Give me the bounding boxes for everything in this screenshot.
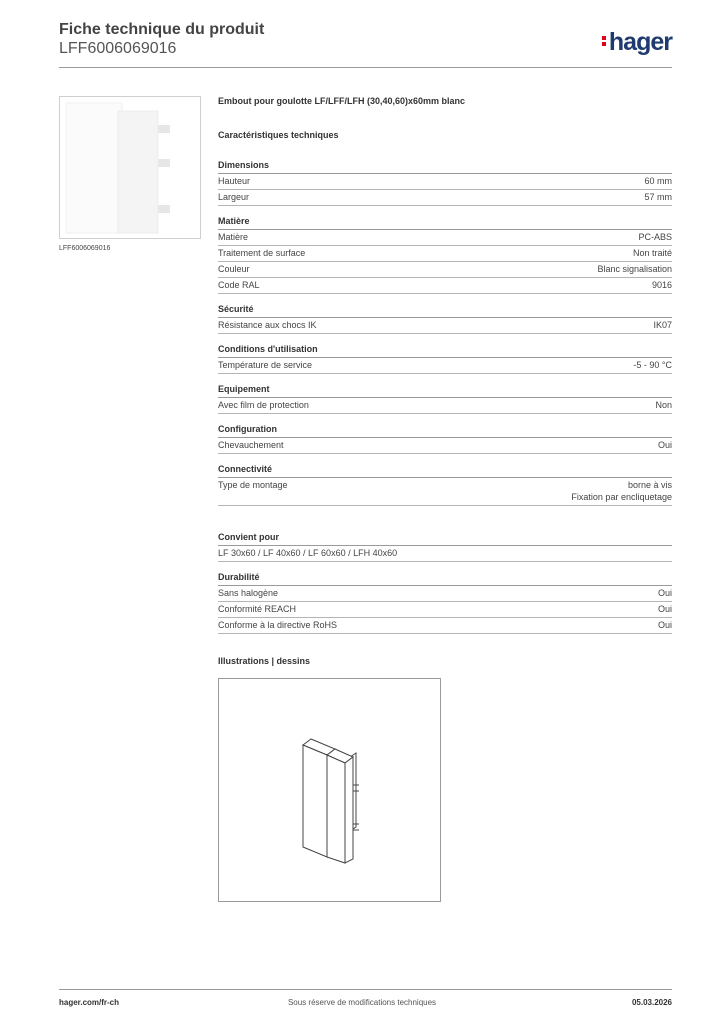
spec-label: Résistance aux chocs IK xyxy=(218,320,317,330)
spec-group-heading: Connectivité xyxy=(218,464,672,478)
product-reference: LFF6006069016 xyxy=(59,40,177,57)
illustration-drawing[interactable] xyxy=(218,678,441,902)
spec-group-heading: Equipement xyxy=(218,384,672,398)
spec-value xyxy=(571,479,672,503)
spec-label: Chevauchement xyxy=(218,440,284,450)
spec-value-line: 60 mm xyxy=(644,176,672,186)
spec-value xyxy=(653,319,672,331)
spec-row xyxy=(218,174,672,190)
spec-row xyxy=(218,246,672,262)
spec-group-heading: Conditions d'utilisation xyxy=(218,344,672,358)
spec-value xyxy=(633,359,672,371)
spec-row xyxy=(218,262,672,278)
spec-row xyxy=(218,358,672,374)
spec-value-line: Blanc signalisation xyxy=(597,264,672,274)
footer-note: Sous réserve de modifications techniques xyxy=(287,998,437,1007)
suitable-heading: Convient pour xyxy=(218,532,672,546)
illustrations-heading: Illustrations | dessins xyxy=(218,656,311,666)
durability-heading: Durabilité xyxy=(218,572,672,586)
hager-logo[interactable] xyxy=(602,28,672,57)
spec-value-line: -5 - 90 °C xyxy=(633,360,672,370)
suitable-row xyxy=(218,546,672,562)
spec-group-heading: Dimensions xyxy=(218,160,672,174)
page-title: Fiche technique du produit xyxy=(59,21,265,38)
spec-value xyxy=(597,263,672,275)
spec-label: Code RAL xyxy=(218,280,260,290)
spec-group-heading: Matière xyxy=(218,216,672,230)
spec-group-heading: Sécurité xyxy=(218,304,672,318)
suitable-text: LF 30x60 / LF 40x60 / LF 60x60 / LFH 40x60 xyxy=(218,548,398,558)
spec-value-line: borne à vis xyxy=(627,480,672,490)
characteristics-groups xyxy=(218,160,672,506)
header-divider xyxy=(59,67,672,68)
product-thumbnail[interactable] xyxy=(59,96,201,239)
spec-row xyxy=(218,478,672,506)
spec-label: Avec film de protection xyxy=(218,400,309,410)
spec-row xyxy=(218,438,672,454)
spec-row xyxy=(218,278,672,294)
spec-row xyxy=(218,190,672,206)
spec-value-line: 9016 xyxy=(651,280,672,290)
footer-date: 05.03.2026 xyxy=(631,998,672,1007)
spec-value-line: Oui xyxy=(657,604,672,614)
spec-row xyxy=(218,230,672,246)
spec-value-line: Non traité xyxy=(632,248,672,258)
product-thumbnail-image xyxy=(60,97,200,238)
end-cap-drawing xyxy=(219,679,440,901)
spec-value-line: Fixation par encliquetage xyxy=(571,492,672,502)
spec-value-line: PC-ABS xyxy=(638,232,672,242)
spec-value xyxy=(644,175,672,187)
footer-website-link[interactable]: hager.com/fr-ch xyxy=(59,998,120,1007)
spec-row xyxy=(218,398,672,414)
spec-label: Température de service xyxy=(218,360,313,370)
characteristics-heading: Caractéristiques techniques xyxy=(218,130,339,140)
spec-value xyxy=(652,279,672,291)
spec-label: Type de montage xyxy=(218,480,288,490)
spec-value xyxy=(638,231,672,243)
spec-value-line: Non xyxy=(655,400,672,410)
logo-text: hager xyxy=(608,28,672,56)
spec-label: Sans halogène xyxy=(218,588,279,598)
spec-row xyxy=(218,586,672,602)
durability-rows xyxy=(218,586,672,634)
spec-value xyxy=(655,399,672,411)
spec-value xyxy=(658,439,672,451)
spec-value xyxy=(658,587,672,599)
spec-group-heading: Configuration xyxy=(218,424,672,438)
spec-label: Traitement de surface xyxy=(218,248,306,258)
main-content xyxy=(218,96,672,902)
spec-label: Matière xyxy=(218,232,249,242)
spec-label: Conformité REACH xyxy=(218,604,297,614)
spec-value-line: IK07 xyxy=(653,320,672,330)
spec-value xyxy=(658,603,672,615)
spec-value-line: Oui xyxy=(657,620,672,630)
spec-label: Conforme à la directive RoHS xyxy=(218,620,338,630)
footer-divider xyxy=(59,989,672,990)
logo-dots-icon xyxy=(602,34,607,48)
spec-row xyxy=(218,618,672,634)
spec-value-line: Oui xyxy=(657,440,672,450)
spec-value xyxy=(644,191,672,203)
spec-label: Hauteur xyxy=(218,176,251,186)
thumbnail-caption: LFF6006069016 xyxy=(59,245,111,252)
spec-label: Largeur xyxy=(218,192,250,202)
spec-value xyxy=(633,247,672,259)
spec-row xyxy=(218,318,672,334)
spec-value xyxy=(658,619,672,631)
spec-label: Couleur xyxy=(218,264,250,274)
spec-row xyxy=(218,602,672,618)
spec-value-line: 57 mm xyxy=(644,192,672,202)
product-title: Embout pour goulotte LF/LFF/LFH (30,40,60)x60mm blanc xyxy=(218,96,466,106)
spec-value-line: Oui xyxy=(657,588,672,598)
